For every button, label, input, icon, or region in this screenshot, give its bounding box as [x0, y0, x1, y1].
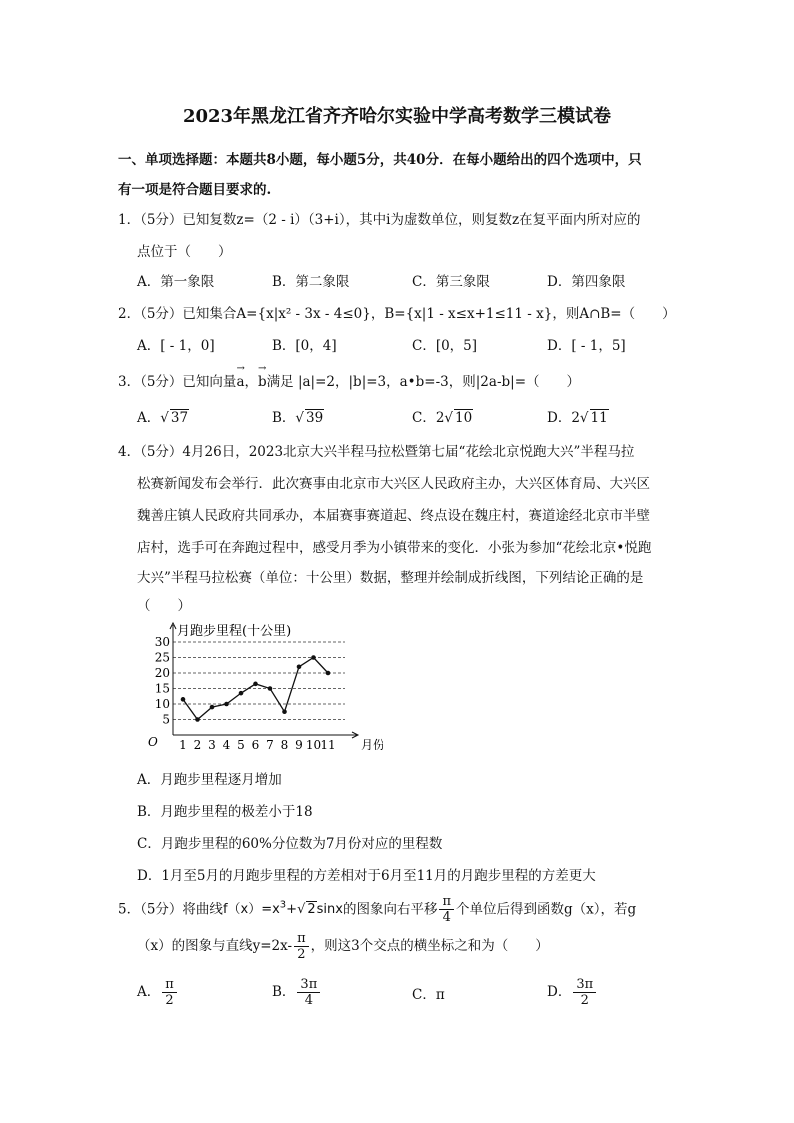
q5-option-c: C．π [412, 987, 445, 1003]
data-point [195, 717, 200, 722]
question-1-text-cont: 点位于（ ） [137, 244, 232, 260]
q5-option-d: D． $\frac{3\pi}{2}$ [547, 976, 598, 1008]
data-point [297, 665, 302, 670]
q3-option-c: C．2√ 10 [412, 410, 473, 426]
y-tick-label: 15 [154, 681, 170, 696]
y-tick-label: 20 [154, 666, 170, 680]
q3-option-d: D．2√ 11 [547, 410, 608, 426]
q4-option-c: C．月跑步里程的60%分位数为7月份对应的里程数 [137, 836, 443, 852]
line-chart-svg [143, 620, 383, 750]
y-tick-label: 10 [154, 697, 170, 711]
q3-option-b: B．√ 39 [272, 410, 324, 426]
section-heading: 一、单项选择题：本题共8小题，每小题5分，共40分．在每小题给出的四个选项中，只 [118, 152, 642, 168]
x-tick-label: 2 [193, 738, 202, 750]
q2-option-c: C．[0，5] [412, 338, 478, 354]
question-3-text: 3．（5分）已知向量→ a，→ b满足 |a|=2，|b|=3，a•b=-3，则|2a-b|=（ ） [118, 370, 580, 390]
y-tick-label: 5 [162, 712, 170, 727]
x-tick-label: 8 [280, 738, 289, 750]
q1-option-a: A．第一象限 [137, 274, 215, 290]
x-tick-label: 11 [320, 738, 336, 750]
question-4-text-6: （ ） [137, 598, 191, 614]
x-tick-label: 9 [295, 738, 303, 750]
page-title: 2023年黑龙江省齐齐哈尔实验中学高考数学三模试卷 [182, 106, 612, 127]
question-4-text-5: 大兴”半程马拉松赛（单位：十公里）数据，整理并绘制成折线图，下列结论正确的是 [137, 570, 644, 586]
section-heading-cont: 有一项是符合题目要求的. [118, 182, 272, 198]
data-point [224, 702, 229, 707]
q3-option-a: A．√ 37 [137, 410, 189, 426]
vector-a: → a [236, 374, 244, 390]
line-chart [143, 620, 383, 754]
data-point [253, 682, 258, 687]
q4-option-a: A．月跑步里程逐月增加 [137, 772, 282, 788]
y-tick-label: 25 [154, 650, 170, 665]
question-4-text-4: 店村，选手可在奔跑过程中，感受月季为小镇带来的变化．小张为参加“花绘北京•悦跑 [137, 540, 652, 556]
q4-option-d: D．1月至5月的月跑步里程的方差相对于6月至11月的月跑步里程的方差更大 [137, 868, 596, 884]
origin-label: O [148, 735, 158, 749]
x-tick-label: 3 [208, 738, 216, 750]
q1-option-c: C．第三象限 [412, 274, 490, 290]
q1-option-b: B．第二象限 [272, 274, 350, 290]
x-tick-label: 6 [251, 738, 260, 750]
y-tick-label: 30 [154, 635, 170, 649]
question-4-text-2: 松赛新闻发布会举行．此次赛事由北京市大兴区人民政府主办，大兴区体育局、大兴区 [137, 476, 650, 492]
q2-option-d: D．[ - 1，5] [547, 338, 626, 354]
x-axis-label: 月份 [361, 738, 383, 750]
question-1-text: 1．（5分）已知复数z=（2 - i）（3+i），其中i为虚数单位，则复数z在复平面内所对应的 [118, 212, 641, 228]
data-point [210, 705, 215, 710]
data-point [282, 709, 287, 714]
q5-option-b: B． $\frac{3\pi}{4}$ [272, 976, 322, 1008]
question-2-text: 2．（5分）已知集合A={x|x² - 3x - 4≤0}，B={x|1 - x≤x+1≤11 - x}，则A∩B=（ ） [118, 306, 676, 322]
data-point [326, 671, 331, 676]
x-tick-label: 7 [266, 738, 274, 750]
x-tick-label: 5 [237, 738, 245, 750]
question-4-text-3: 魏善庄镇人民政府共同承办，本届赛事赛道起、终点设在魏庄村，赛道途经北京市半壁 [137, 508, 650, 524]
data-point [239, 691, 244, 696]
q2-option-b: B．[0，4] [272, 338, 337, 354]
x-tick-label: 4 [222, 738, 231, 750]
chart-title: 月跑步里程(十公里) [177, 624, 292, 639]
data-point [268, 686, 273, 691]
q4-option-b: B．月跑步里程的极差小于18 [137, 804, 313, 820]
q2-option-a: A．[ - 1，0] [137, 338, 215, 354]
question-5-text-2: （x）的图象与直线y=2x- $\frac{\pi}{2}$ ，则这3个交点的横坐标之和为（ ） [137, 931, 549, 962]
question-5-text: 5．（5分）将曲线$f(x)=x^3+√$ 2sinx的图象向右平移 $\frac{\pi}{4}$ 个单位后得到函数g（x），若g [118, 894, 637, 926]
data-point [311, 655, 316, 660]
data-point [181, 697, 186, 702]
x-tick-label: 1 [179, 738, 187, 750]
q1-option-d: D．第四象限 [547, 274, 626, 290]
question-4-text: 4．（5分）4月26日，2023北京大兴半程马拉松暨第七届“花绘北京悦跑大兴”半程马拉 [118, 444, 635, 460]
q5-option-a: A． $\frac{\pi}{2}$ [137, 976, 179, 1008]
x-tick-label: 10 [305, 738, 322, 750]
vector-b: → b [258, 374, 267, 390]
